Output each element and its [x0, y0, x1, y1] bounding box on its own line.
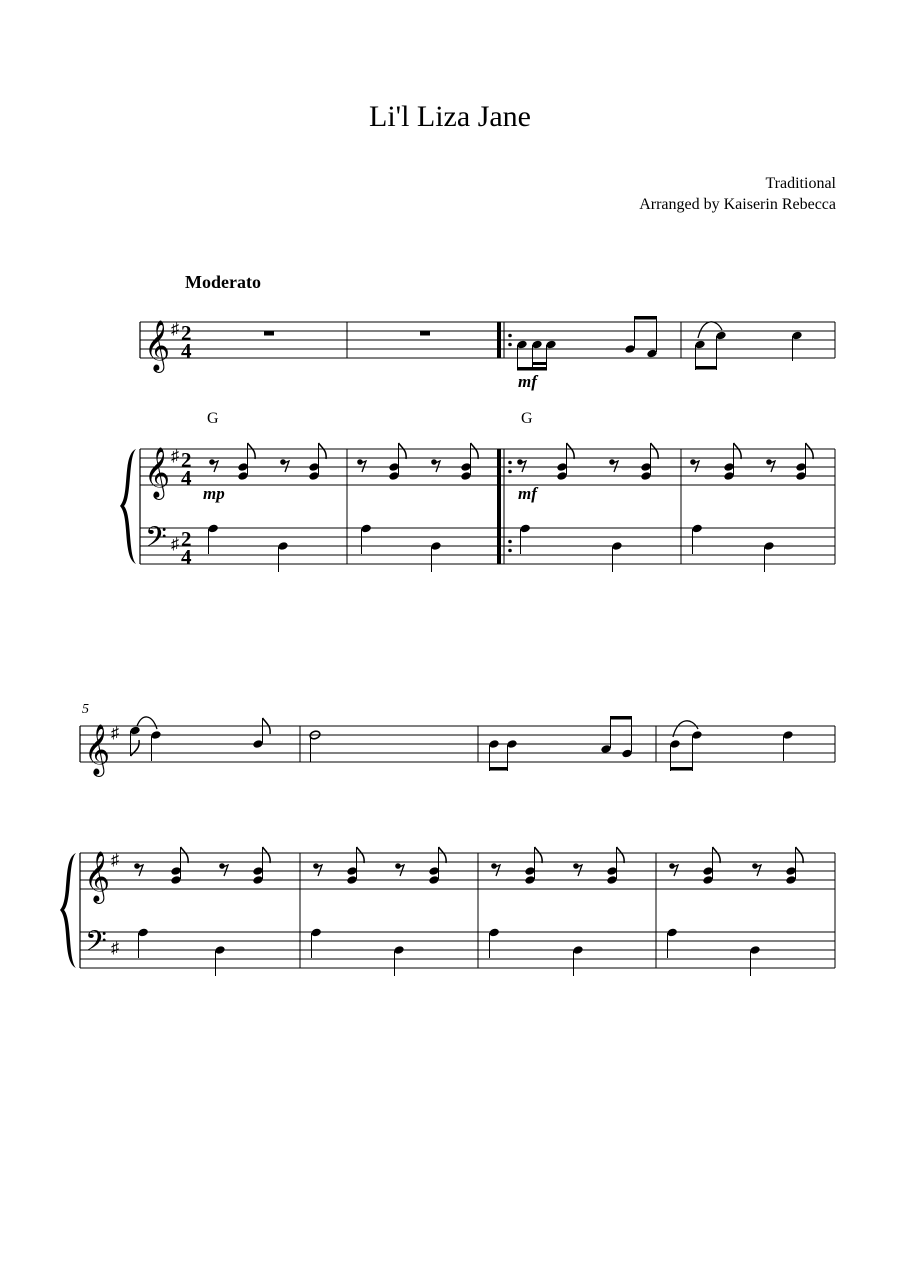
melody-m5 [129, 717, 270, 761]
piano-lh-2 [137, 928, 760, 976]
bass-note [207, 524, 218, 534]
eighth-rest [135, 864, 140, 869]
bass-note [430, 541, 441, 551]
chord-note [606, 866, 617, 876]
chord-note [252, 875, 263, 885]
svg-text:𝄢: 𝄢 [145, 521, 167, 561]
composer: Traditional [765, 175, 836, 192]
system-2 [80, 726, 835, 968]
svg-text:♯: ♯ [111, 725, 119, 742]
piano-bass-staff-1 [140, 528, 835, 564]
chord-note [170, 875, 181, 885]
eighth-rest [432, 460, 437, 465]
bass-note [360, 524, 371, 534]
chord-note [606, 875, 617, 885]
svg-text:𝄞: 𝄞 [84, 724, 111, 775]
svg-text:2: 2 [181, 527, 192, 551]
svg-text:4: 4 [181, 545, 192, 569]
arranger: Arranged by Kaiserin Rebecca [639, 196, 836, 213]
dynamic-mp-piano: mp [203, 484, 225, 503]
eighth-rest [518, 460, 523, 465]
eighth-rest [767, 460, 772, 465]
bass-note [393, 945, 404, 955]
svg-text:4: 4 [181, 466, 192, 490]
chord-note [428, 866, 439, 876]
chord-note [308, 462, 319, 472]
chord-note [308, 471, 319, 481]
bass-note [611, 541, 622, 551]
chord-note [346, 866, 357, 876]
repeat-dots-1 [508, 334, 512, 553]
measure-number: 5 [82, 702, 89, 717]
eighth-rest [610, 460, 615, 465]
svg-text:♯: ♯ [171, 448, 179, 465]
eighth-rest [220, 864, 225, 869]
eighth-rest [670, 864, 675, 869]
bass-note [137, 928, 148, 938]
chord-note [556, 462, 567, 472]
svg-text:♯: ♯ [111, 940, 119, 957]
chord-note [460, 471, 471, 481]
svg-text:𝄞: 𝄞 [144, 447, 171, 498]
score-title: Li'l Liza Jane [369, 100, 531, 133]
bass-note [277, 541, 288, 551]
chord-note [785, 875, 796, 885]
chord-note [460, 462, 471, 472]
chord-note [237, 462, 248, 472]
clefs-1 [144, 320, 192, 569]
bass-note [214, 945, 225, 955]
svg-text:𝄢: 𝄢 [85, 925, 107, 965]
chord-note [702, 875, 713, 885]
chord-note [252, 866, 263, 876]
bass-note [691, 524, 702, 534]
dynamic-mf-piano: mf [518, 484, 537, 503]
chord-note [428, 875, 439, 885]
chord-note [170, 866, 181, 876]
svg-text:4: 4 [181, 339, 192, 363]
chord-note [556, 471, 567, 481]
chord-note [640, 471, 651, 481]
piano-lh-1 [207, 524, 774, 572]
eighth-rest [314, 864, 319, 869]
melody-m3 [516, 316, 657, 371]
chord-note [795, 471, 806, 481]
chord-symbol: G [521, 410, 533, 427]
melody-staff-1 [140, 322, 835, 358]
piano-brace-1 [120, 449, 136, 564]
eighth-rest [358, 460, 363, 465]
bass-note [310, 928, 321, 938]
svg-text:𝄞: 𝄞 [84, 851, 111, 902]
chord-note [785, 866, 796, 876]
bass-note [519, 524, 530, 534]
tempo-marking: Moderato [185, 272, 261, 292]
chord-note [702, 866, 713, 876]
chord-note [388, 462, 399, 472]
bass-note [749, 945, 760, 955]
bass-note [572, 945, 583, 955]
chord-note [795, 462, 806, 472]
piano-brace-2 [60, 853, 76, 968]
svg-text:2: 2 [181, 321, 192, 345]
clefs-2 [84, 724, 119, 965]
system-1 [140, 322, 835, 564]
eighth-rest [396, 864, 401, 869]
eighth-rest [281, 460, 286, 465]
dynamic-mf-melody: mf [518, 372, 537, 391]
svg-text:2: 2 [181, 448, 192, 472]
melody-m4 [694, 322, 802, 370]
svg-text:𝄞: 𝄞 [144, 320, 171, 371]
melody-m8 [669, 721, 793, 771]
chord-note [524, 875, 535, 885]
chord-symbol: G [207, 410, 219, 427]
bass-note [763, 541, 774, 551]
eighth-rest [574, 864, 579, 869]
chord-note [346, 875, 357, 885]
chord-note [640, 462, 651, 472]
bass-note [488, 928, 499, 938]
chord-note [388, 471, 399, 481]
eighth-rest [691, 460, 696, 465]
svg-text:♯: ♯ [171, 321, 179, 338]
eighth-rest [210, 460, 215, 465]
chord-note [524, 866, 535, 876]
chord-note [237, 471, 248, 481]
eighth-rest [492, 864, 497, 869]
svg-text:♯: ♯ [171, 536, 179, 553]
bass-note [666, 928, 677, 938]
chord-note [723, 462, 734, 472]
chord-note [723, 471, 734, 481]
eighth-rest [753, 864, 758, 869]
svg-text:♯: ♯ [111, 852, 119, 869]
